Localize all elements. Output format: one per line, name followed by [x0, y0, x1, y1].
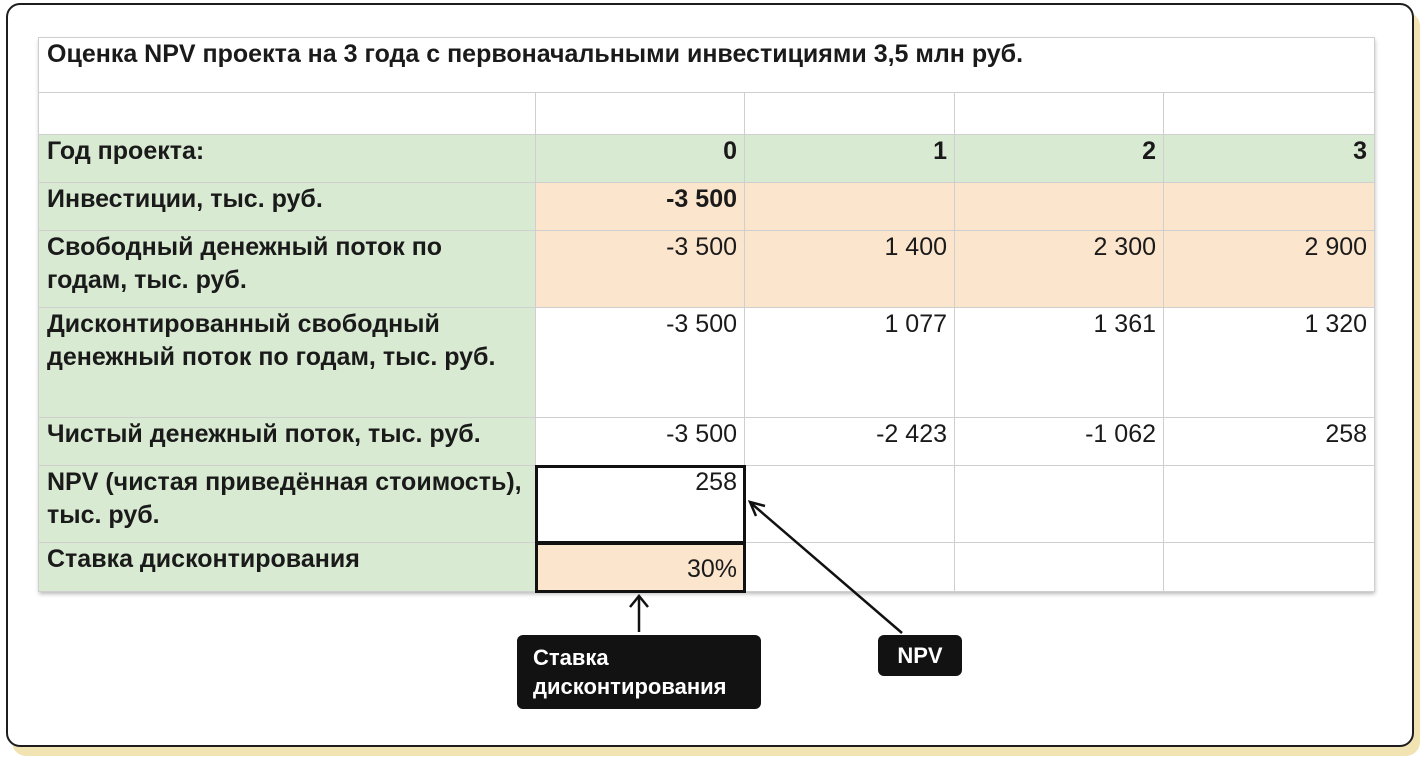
discount-rate-label[interactable]: Ставка дисконтирования [39, 543, 536, 592]
discounted-cash-flow-value-3[interactable]: 1 320 [1164, 308, 1375, 418]
empty-cell[interactable] [745, 93, 955, 135]
investments-value-0[interactable]: -3 500 [536, 183, 745, 231]
empty-cell[interactable] [39, 93, 536, 135]
discounted-cash-flow-value-2[interactable]: 1 361 [955, 308, 1164, 418]
npv-row [39, 466, 1375, 543]
year-header-label[interactable]: Год проекта: [39, 135, 536, 183]
year-2-cell[interactable]: 2 [955, 135, 1164, 183]
discounted-cash-flow-label[interactable]: Дисконтированный свободный денежный поток по годам, тыс. руб. [39, 308, 536, 418]
empty-cell[interactable] [536, 93, 745, 135]
free-cash-flow-label[interactable]: Свободный денежный поток по годам, тыс. руб. [39, 231, 536, 308]
free-cash-flow-value-3[interactable]: 2 900 [1164, 231, 1375, 308]
year-0-cell[interactable]: 0 [536, 135, 745, 183]
empty-cell[interactable] [1164, 93, 1375, 135]
free-cash-flow-value-0[interactable]: -3 500 [536, 231, 745, 308]
net-cash-flow-label[interactable]: Чистый денежный поток, тыс. руб. [39, 418, 536, 466]
discount-rate-empty-cell[interactable] [955, 543, 1164, 592]
discounted-cash-flow-value-1[interactable]: 1 077 [745, 308, 955, 418]
discounted-cash-flow-value-0[interactable]: -3 500 [536, 308, 745, 418]
free-cash-flow-value-1[interactable]: 1 400 [745, 231, 955, 308]
empty-cell[interactable] [955, 93, 1164, 135]
net-cash-flow-value-2[interactable]: -1 062 [955, 418, 1164, 466]
discounted-cash-flow-row [39, 308, 1375, 418]
year-1-cell[interactable]: 1 [745, 135, 955, 183]
investments-value-2[interactable] [955, 183, 1164, 231]
empty-row [39, 93, 1375, 135]
net-cash-flow-row [39, 418, 1375, 466]
free-cash-flow-row [39, 231, 1375, 308]
table-title: Оценка NPV проекта на 3 года с первоначальными инвестициями 3,5 млн руб. [39, 38, 1375, 93]
discount-rate-callout: Ставка дисконтирования [517, 635, 761, 709]
year-header-row [39, 135, 1375, 183]
npv-empty-cell[interactable] [955, 466, 1164, 543]
npv-empty-cell[interactable] [745, 466, 955, 543]
free-cash-flow-value-2[interactable]: 2 300 [955, 231, 1164, 308]
discount-rate-empty-cell[interactable] [745, 543, 955, 592]
npv-empty-cell[interactable] [1164, 466, 1375, 543]
title-row [39, 38, 1375, 93]
discount-rate-row [39, 543, 1375, 592]
npv-callout: NPV [878, 635, 962, 676]
investments-label[interactable]: Инвестиции, тыс. руб. [39, 183, 536, 231]
npv-spreadsheet [38, 37, 1374, 591]
net-cash-flow-value-1[interactable]: -2 423 [745, 418, 955, 466]
net-cash-flow-value-0[interactable]: -3 500 [536, 418, 745, 466]
investments-value-3[interactable] [1164, 183, 1375, 231]
npv-table [38, 37, 1375, 592]
investments-value-1[interactable] [745, 183, 955, 231]
npv-label[interactable]: NPV (чистая приведённая стоимость), тыс. руб. [39, 466, 536, 543]
net-cash-flow-value-3[interactable]: 258 [1164, 418, 1375, 466]
discount-rate-empty-cell[interactable] [1164, 543, 1375, 592]
year-3-cell[interactable]: 3 [1164, 135, 1375, 183]
discount-rate-value-cell[interactable]: 30% [536, 543, 745, 592]
investments-row [39, 183, 1375, 231]
npv-value-cell[interactable]: 258 [536, 466, 745, 543]
